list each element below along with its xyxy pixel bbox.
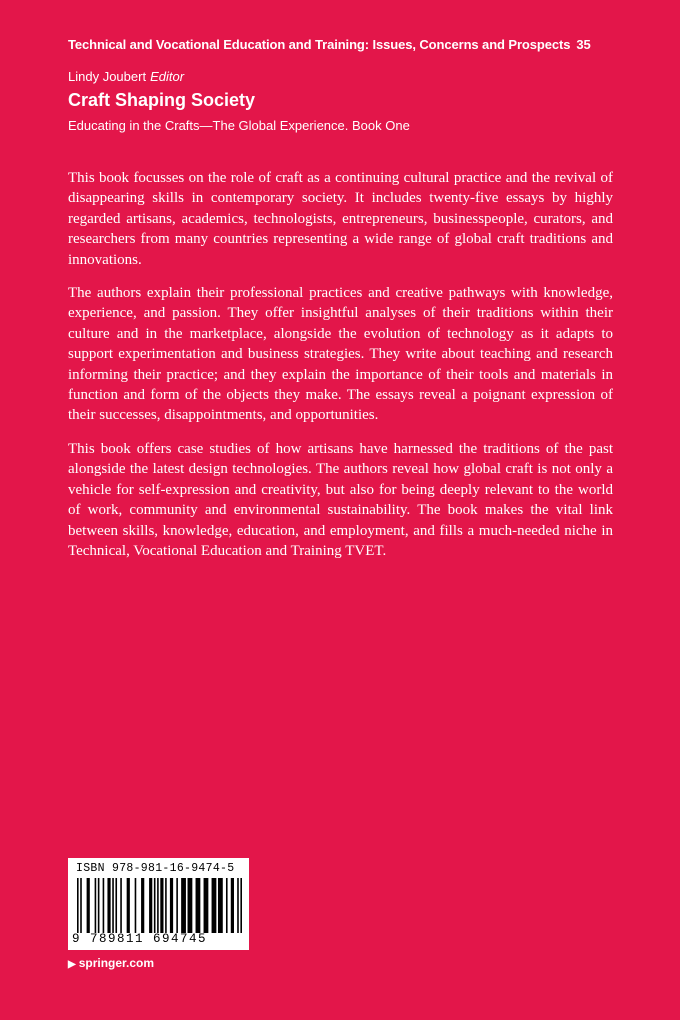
- publisher-url: springer.com: [78, 956, 155, 970]
- barcode-bar: [141, 878, 144, 933]
- barcode-bar: [188, 878, 193, 933]
- editor-name: Lindy Joubert: [68, 69, 147, 84]
- barcode-bar: [87, 878, 90, 933]
- barcode-bar: [160, 878, 163, 933]
- barcode-bar: [204, 878, 209, 933]
- barcode-bar: [149, 878, 152, 933]
- book-subtitle: Educating in the Crafts—The Global Experience. Book One: [68, 118, 410, 133]
- barcode-bar: [170, 878, 173, 933]
- series-title: Technical and Vocational Education and Training: Issues, Concerns and Prospects: [68, 37, 571, 52]
- isbn-barcode: [68, 858, 249, 950]
- barcode-bar: [80, 878, 82, 933]
- arrow-right-icon: ▶: [68, 959, 76, 970]
- barcode-digits: 9 789811 694745: [72, 932, 208, 946]
- isbn-label: ISBN 978-981-16-9474-5: [76, 862, 235, 875]
- blurb-paragraph-3: This book offers case studies of how artisans have harnessed the traditions of the past alongside the latest design technologies. The authors reveal how global craft is not only a vehicle for self-expression and creativity, but also for being deeply relevant to the world of work, community and environmental sustainability. The book makes the vital link between skills, knowledge, education, and employment, and fills a much-needed niche in Technical, Vocational Education and Training TVET.: [68, 440, 613, 559]
- blurb-paragraph-2: The authors explain their professional practices and creative pathways with knowledge, experience, and passion. They offer insightful analyses of their traditions within their culture and in the marketplace, alongside the evolution of technology as it adapts to support experimentation and business strategies. They write about teaching and research informing their practice; and they explain the importance of their tools and materials in function and form of the objects they make. The essays reveal a poignant expression of their successes, disappointments, and opportunities.: [68, 285, 613, 424]
- barcode-bar: [196, 878, 201, 933]
- barcode-bar: [112, 878, 114, 933]
- publisher-link[interactable]: [68, 956, 154, 970]
- barcode-bar: [98, 878, 100, 933]
- barcode-bar: [157, 878, 159, 933]
- book-title: Craft Shaping Society: [68, 90, 256, 110]
- barcode-bar: [165, 878, 167, 933]
- barcode-bar: [115, 878, 117, 933]
- series-title-line: [68, 37, 591, 52]
- barcode-bar: [181, 878, 186, 933]
- barcode-bar: [127, 878, 130, 933]
- barcode-bar: [107, 878, 110, 933]
- barcode-bar: [237, 878, 239, 933]
- blurb-paragraph-1: This book focusses on the role of craft as a continuing cultural practice and the revival of disappearing skills in contemporary society. It includes twenty-five essays by highly regarded artisans, academics, technologists, entrepreneurs, businesspeople, curators, and researchers from many countries representing a wide range of global craft traditions and innovations.: [68, 170, 613, 268]
- barcode-bar: [120, 878, 122, 933]
- barcode-bar: [218, 878, 223, 933]
- barcode-bar: [95, 878, 97, 933]
- barcode-bar: [77, 878, 79, 933]
- editor-line: [68, 69, 184, 84]
- barcode-bar: [240, 878, 242, 933]
- barcode-bar: [176, 878, 178, 933]
- barcode-bars: [77, 878, 242, 933]
- barcode-bar: [226, 878, 228, 933]
- blurb: [68, 168, 613, 574]
- editor-role: Editor: [150, 69, 185, 84]
- series-number: 35: [576, 37, 591, 52]
- barcode-bar: [154, 878, 156, 933]
- barcode-bar: [135, 878, 137, 933]
- barcode-bar: [231, 878, 234, 933]
- barcode-bar: [212, 878, 217, 933]
- barcode-bar: [103, 878, 105, 933]
